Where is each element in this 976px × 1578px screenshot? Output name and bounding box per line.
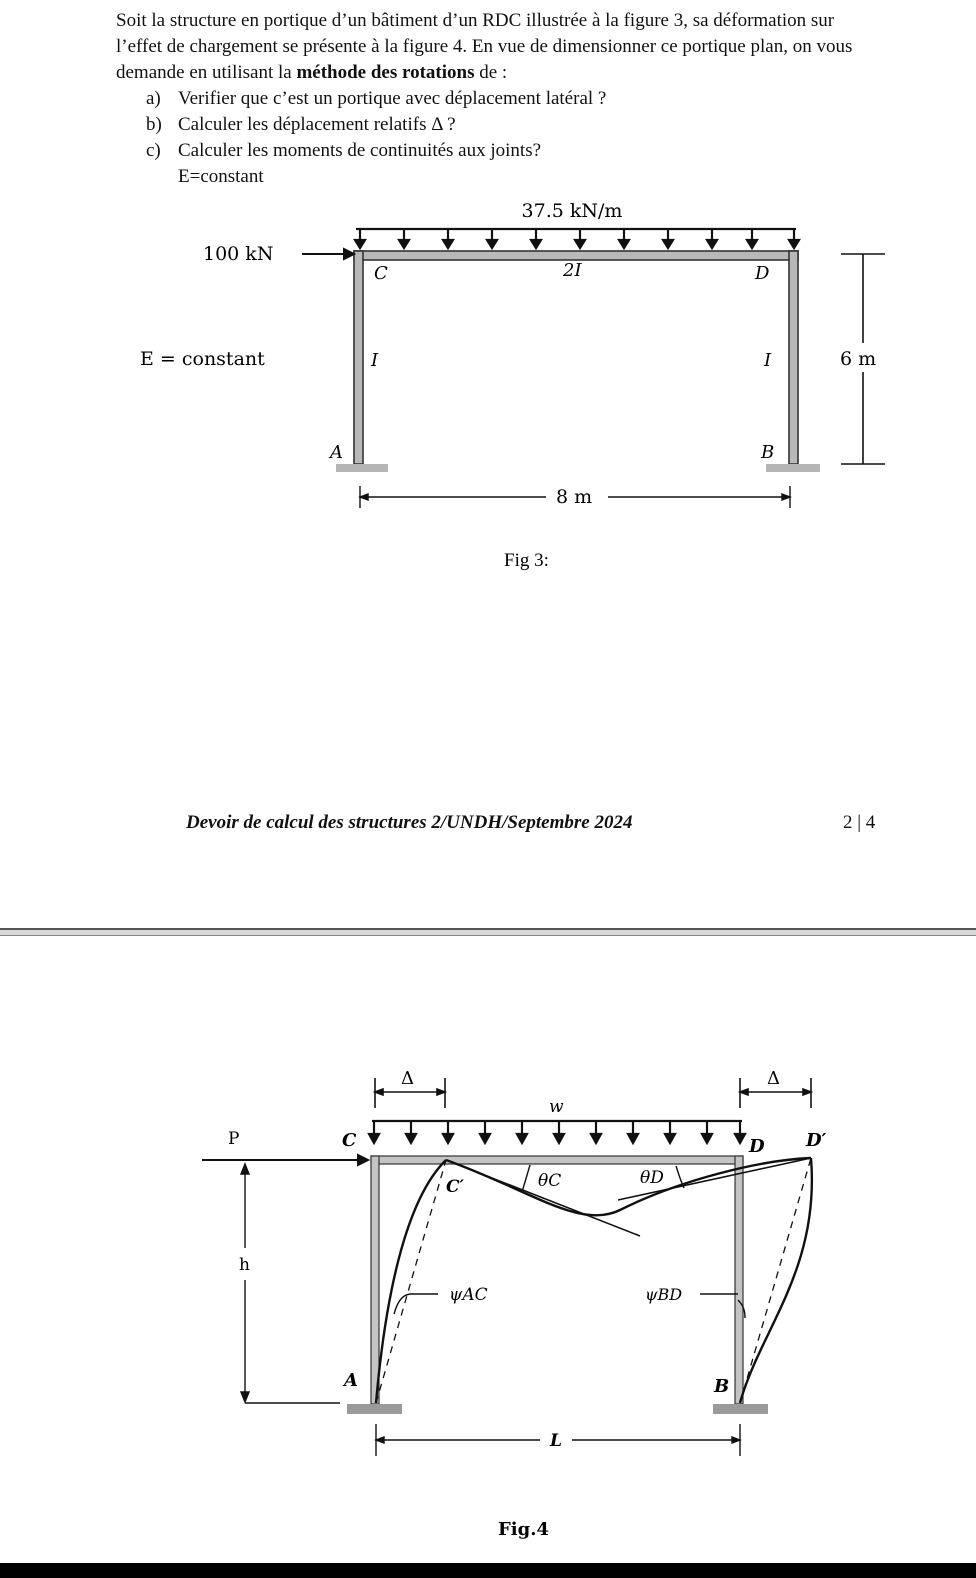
load-arrow (443, 229, 453, 248)
support-a (336, 464, 388, 472)
psi-bd-label: ψBD (645, 1285, 683, 1304)
node-b-label: B (761, 442, 775, 463)
height-dimension (241, 1164, 340, 1403)
theta-d-label: θD (640, 1168, 664, 1188)
list-text: Verifier que c’est un portique avec déplacement latéral ? (178, 88, 607, 109)
force-p-label: P (228, 1129, 240, 1149)
method-name: méthode des rotations (296, 62, 475, 83)
force-label: 100 kN (203, 243, 274, 265)
load-arrow (517, 1121, 527, 1143)
frame (354, 251, 798, 464)
deformed-column-bd (740, 1158, 812, 1403)
chord-ac (376, 1160, 446, 1403)
load-label: 37.5 kN/m (521, 200, 623, 222)
load-arrow (619, 229, 629, 248)
page-separator (0, 928, 976, 936)
column-bd (735, 1156, 743, 1404)
delta-right-label: Δ (767, 1068, 780, 1089)
chord-bd (740, 1158, 811, 1403)
intro-line-2: l’effet de chargement se présente à la figure 4. En vue de dimensionner ce portique plan, on vous (116, 36, 853, 57)
distributed-load-arrows (369, 1121, 745, 1143)
load-arrow (702, 1121, 712, 1143)
load-arrow (707, 229, 717, 248)
height-h-label: h (239, 1255, 250, 1275)
footer-title: Devoir de calcul des structures 2/UNDH/Septembre 2024 (186, 812, 633, 833)
figure-3 (0, 0, 976, 600)
list-marker: c) (146, 140, 161, 161)
figure-3-caption: Fig 3: (504, 550, 549, 571)
intro-line-3-start: demande en utilisant la (116, 62, 297, 83)
load-arrow (531, 229, 541, 248)
span-l-label: L (550, 1431, 562, 1451)
load-arrow (487, 229, 497, 248)
list-marker: a) (146, 88, 161, 109)
support-b (713, 1404, 768, 1414)
horizontal-force-arrow (302, 249, 354, 259)
bottom-bar (0, 1563, 976, 1578)
load-arrow (628, 1121, 638, 1143)
node-d-label: D (749, 1136, 765, 1157)
figure-4-caption: Fig.4 (498, 1519, 549, 1540)
load-arrow (554, 1121, 564, 1143)
column-bd (789, 251, 798, 464)
height-label: 6 m (840, 348, 877, 370)
load-arrow (665, 1121, 675, 1143)
list-text: Calculer les déplacement relatifs Δ ? (178, 114, 456, 135)
load-arrow (789, 229, 799, 248)
theta-c-label: θC (538, 1171, 562, 1191)
load-arrow (591, 1121, 601, 1143)
node-c-label: C (342, 1130, 357, 1151)
undeformed-frame (371, 1156, 743, 1404)
chord-lines (376, 1158, 811, 1403)
deformed-shape (376, 1158, 812, 1403)
page-number: 2 | 4 (843, 812, 876, 833)
load-arrow (663, 229, 673, 248)
span-label: 8 m (556, 486, 593, 508)
node-a-label: A (344, 1370, 358, 1391)
load-arrow (443, 1121, 453, 1143)
col-left-inertia-label: I (371, 350, 379, 371)
e-constant-label: E = constant (140, 348, 265, 370)
load-w-label: w (549, 1097, 564, 1117)
support-b (766, 464, 820, 472)
beam-cd (354, 251, 798, 260)
list-text: Calculer les moments de continuités aux joints? (178, 140, 542, 161)
column-ac (354, 251, 363, 464)
deformed-beam (446, 1158, 811, 1215)
col-right-inertia-label: I (764, 350, 772, 371)
node-b-label: B (714, 1376, 730, 1397)
load-arrow (406, 1121, 416, 1143)
intro-line-1: Soit la structure en portique d’un bâtiment d’un RDC illustrée à la figure 3, sa déformation sur (116, 10, 835, 31)
node-c-label: C (374, 263, 388, 284)
load-arrow (355, 229, 365, 248)
list-marker: b) (146, 114, 162, 135)
node-d-prime-label: D′ (806, 1130, 827, 1151)
column-ac (371, 1156, 379, 1404)
beam-inertia-label: 2I (563, 260, 582, 281)
distributed-load-arrows (355, 229, 799, 248)
support-a (347, 1404, 402, 1414)
theta-c-arc (522, 1165, 530, 1192)
load-arrow (399, 229, 409, 248)
load-arrow (735, 1121, 745, 1143)
load-arrow (747, 229, 757, 248)
load-arrow (369, 1121, 379, 1143)
load-arrow (480, 1121, 490, 1143)
node-c-prime-label: C′ (446, 1177, 465, 1197)
load-arrow (575, 229, 585, 248)
node-d-label: D (755, 263, 770, 284)
delta-left-label: Δ (401, 1068, 414, 1089)
psi-ac-label: ψAC (449, 1285, 488, 1305)
e-constant-note: E=constant (178, 166, 264, 187)
node-a-label: A (330, 442, 343, 463)
beam-cd (371, 1156, 743, 1164)
intro-line-3-end: de : (474, 62, 508, 83)
horizontal-force-arrow (202, 1155, 368, 1165)
figure-4 (0, 1050, 976, 1560)
